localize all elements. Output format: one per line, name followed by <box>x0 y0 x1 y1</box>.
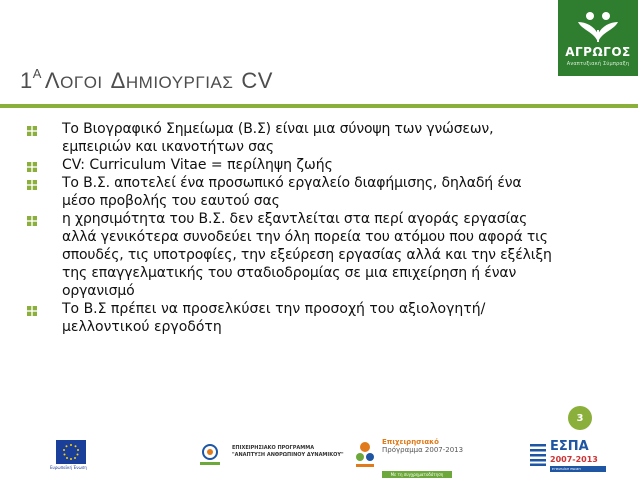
logo-subtitle: Αναπτυξιακή Σύμπραξη <box>566 61 630 67</box>
square-bullet-icon <box>26 215 38 227</box>
espa-sub: ΕΥΡΩΠΑΪΚΗ ΕΝΩΣΗ <box>552 467 581 471</box>
bullet-text: Το Β.Σ πρέπει να προσελκύσει την προσοχή του αξιολογητή/μελλοντικού εργοδότη <box>62 301 486 335</box>
bullet-text: CV: Curriculum Vitae = περίληψη ζωής <box>62 157 333 173</box>
eu-caption: Ευρωπαϊκή Ένωση <box>50 465 87 470</box>
list-item <box>26 210 566 300</box>
sprout-people-icon <box>574 8 622 44</box>
title-number: 1 <box>20 68 33 93</box>
epan-line1: ΕΠΙΧΕΙΡΗΣΙΑΚΟ ΠΡΟΓΡΑΜΜΑ <box>232 445 315 451</box>
ep-subtitle: Πρόγραμμα 2007-2013 <box>382 446 464 454</box>
list-item <box>26 174 566 210</box>
espa-years: 2007-2013 <box>550 455 598 464</box>
logo-name: ΑΓΡΩΓΟΣ <box>565 45 631 59</box>
title-acronym: CV <box>241 68 273 93</box>
square-bullet-icon <box>26 179 38 191</box>
square-bullet-icon <box>26 125 38 137</box>
title-word1-initial: Λ <box>44 68 61 93</box>
ep-caption <box>382 438 463 454</box>
title-superscript: Α <box>32 66 42 81</box>
slide-title <box>20 68 273 98</box>
ep-title: Επιχειρησιακό <box>382 438 439 446</box>
bullet-text: Το Βιογραφικό Σημείωμα (Β.Σ) είναι μια σύνοψη των γνώσεων, εμπειριών και ικανοτήτων σας <box>62 121 494 155</box>
ep-banner: Με τη συγχρηματοδότηση <box>382 471 452 478</box>
epan-line2: "ΑΝΑΠΤΥΞΗ ΑΝΘΡΩΠΙΝΟΥ ΔΥΝΑΜΙΚΟΥ" <box>232 452 344 458</box>
list-item <box>26 300 566 336</box>
list-item <box>26 156 566 174</box>
square-bullet-icon <box>26 161 38 173</box>
title-word1-rest: ΟΓΟΙ <box>60 73 103 92</box>
footer-logos <box>0 434 638 479</box>
square-bullet-icon <box>26 305 38 317</box>
agrogos-logo <box>558 0 638 76</box>
epan-program-icon <box>194 442 226 470</box>
eu-flag-icon <box>56 440 86 464</box>
list-item <box>26 120 566 156</box>
bullet-text: Το Β.Σ. αποτελεί ένα προσωπικό εργαλείο διαφήμισης, δηλαδή ένα μέσο προβολής του εαυτού σας <box>62 175 522 209</box>
epan-caption <box>232 445 344 459</box>
title-word2-initial: Δ <box>110 68 126 93</box>
title-divider <box>0 104 638 108</box>
greek-flag-icon <box>530 444 546 466</box>
operational-program-icon <box>352 439 378 469</box>
page-number-badge: 3 <box>568 406 592 430</box>
title-word2-rest: ΗΜΙΟΥΡΓΙΑΣ <box>125 73 234 92</box>
bullet-text: η χρησιμότητα του Β.Σ. δεν εξαντλείται στα περί αγοράς εργασίας αλλά γενικότερα συνοδεύει την όλη πορεία του ατόμου που αφορά τις σπουδές, τις υποτροφίες, την εξεύρεση εργασίας αλλά και την εξέλιξη της επαγγελματικής του σταδιοδρομίας σε μια επιχείρηση ή έναν οργανισμό <box>62 211 552 299</box>
bullet-list <box>26 120 566 336</box>
espa-name: ΕΣΠΑ <box>550 439 589 454</box>
